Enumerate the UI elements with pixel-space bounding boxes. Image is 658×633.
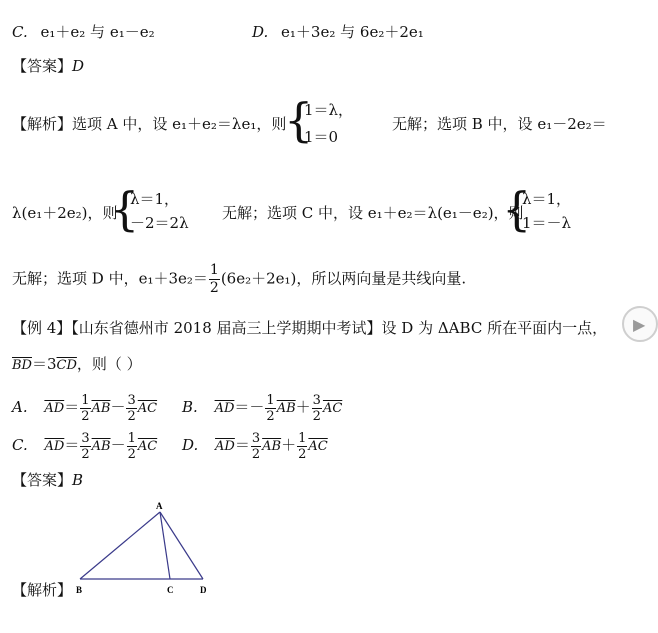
- analysis-part-5a: 无解；选项 D 中，e₁＋3e₂＝: [12, 269, 208, 288]
- side-ab: [80, 512, 160, 579]
- vertex-c-label: C: [167, 585, 174, 595]
- example-4-heading: 【例 4】【山东省德州市 2018 届高三上学期期中考试】设 D 为 ΔABC 所在平面内一点，: [12, 319, 608, 337]
- vector-ad: $\overline{AD}$: [44, 439, 65, 454]
- vector-bd: $\overline{BD}$: [12, 358, 32, 373]
- operator: ＋: [281, 436, 297, 454]
- answer-label: 【答案】: [12, 471, 73, 489]
- play-button[interactable]: [622, 306, 658, 342]
- system-1-row-1: 1＝λ，: [304, 101, 354, 119]
- analysis-part-2: 无解；选项 B 中，设 e₁－2e₂＝: [392, 115, 607, 133]
- system-3-row-2: 1＝－λ: [522, 214, 572, 232]
- condition-tail: ，则（ ）: [76, 355, 142, 373]
- system-2-brace: {: [110, 182, 140, 236]
- fraction: $\frac{1}{2}$: [81, 392, 90, 424]
- condition-equals: ＝3: [31, 355, 57, 373]
- vector-ac: $\overline{AC}$: [308, 439, 328, 454]
- answer-value: B: [72, 471, 84, 489]
- system-3-row-1: λ＝1，: [522, 190, 572, 208]
- option-d-label: D.: [182, 436, 199, 454]
- vector-ab: $\overline{AB}$: [276, 401, 296, 416]
- analysis-line-3: [12, 262, 466, 297]
- vertex-b-label: B: [76, 585, 83, 595]
- operator: －: [110, 398, 126, 416]
- vector-ab: $\overline{AB}$: [91, 401, 111, 416]
- option-b-label: B.: [182, 398, 198, 416]
- side-ac: [160, 512, 170, 579]
- analysis-part-5b: (6e₂＋2e₁)，所以两向量是共线向量.: [220, 269, 467, 288]
- option-b: [182, 390, 342, 426]
- vector-ab: $\overline{AB}$: [262, 439, 282, 454]
- fraction: $\frac{1}{2}$: [266, 392, 275, 424]
- analysis-part-1: 选项 A 中，设 e₁＋e₂＝λe₁，则: [72, 115, 287, 133]
- option-c-expression: e₁＋e₂ 与 e₁－e₂: [40, 23, 155, 41]
- fraction: $\frac{3}{2}$: [81, 430, 90, 462]
- vector-ac: $\overline{AC}$: [137, 439, 158, 454]
- vector-ad: $\overline{AD}$: [44, 401, 65, 416]
- fraction-half: $\frac{1}{2}$: [209, 262, 219, 296]
- system-3-brace: {: [502, 182, 532, 236]
- vector-ad: $\overline{AD}$: [214, 401, 235, 416]
- operator: ＝: [234, 436, 250, 454]
- system-1-row-2: 1＝0: [304, 128, 339, 146]
- operator: ＝: [64, 436, 80, 454]
- operator: ＝: [64, 398, 80, 416]
- system-2-row-1: λ＝1，: [130, 190, 180, 208]
- option-d-prev: [252, 22, 424, 42]
- analysis-label: 【解析】: [12, 115, 73, 133]
- answer-value: D: [72, 57, 85, 75]
- vertex-d-label: D: [200, 585, 207, 595]
- option-c-label: C.: [12, 436, 28, 454]
- analysis-part-4: 无解；选项 C 中，设 e₁＋e₂＝λ(e₁－e₂)，则: [222, 204, 524, 222]
- answer-label: 【答案】: [12, 57, 73, 75]
- option-a: [12, 390, 157, 426]
- system-1-brace: {: [284, 93, 314, 147]
- vector-ac: $\overline{AC}$: [322, 401, 343, 416]
- vector-ac: $\overline{AC}$: [137, 401, 158, 416]
- analysis-1-line-1: [12, 114, 286, 134]
- fraction: $\frac{1}{2}$: [127, 430, 136, 462]
- option-d-label: D.: [252, 23, 269, 41]
- fraction: $\frac{3}{2}$: [251, 430, 261, 462]
- fraction: $\frac{3}{2}$: [312, 392, 321, 424]
- option-d-expression: e₁＋3e₂ 与 6e₂＋2e₁: [281, 23, 424, 41]
- fraction: $\frac{1}{2}$: [298, 430, 307, 462]
- system-2-row-2: －2＝2λ: [130, 214, 189, 232]
- option-c-prev: [12, 22, 155, 42]
- vertex-a-label: A: [156, 501, 163, 511]
- side-ad: [160, 512, 203, 579]
- analysis-2: 【解析】: [12, 581, 73, 599]
- triangle-figure: [60, 498, 230, 603]
- answer-2: [12, 470, 83, 490]
- fraction: $\frac{3}{2}$: [127, 392, 136, 424]
- answer-1: [12, 56, 84, 76]
- operator: －: [110, 436, 126, 454]
- play-icon: ▶: [633, 315, 646, 334]
- operator: ＝－: [234, 398, 265, 416]
- vector-ab: $\overline{AB}$: [91, 439, 111, 454]
- option-c: [12, 428, 157, 464]
- vector-ad: $\overline{AD}$: [215, 439, 235, 454]
- option-a-label: A.: [12, 398, 28, 416]
- example-4-condition: [12, 354, 142, 376]
- operator: ＋: [295, 398, 311, 416]
- option-d: [182, 428, 328, 464]
- vector-cd: $\overline{CD}$: [56, 358, 77, 373]
- analysis-part-3: λ(e₁＋2e₂)，则: [12, 204, 118, 222]
- option-c-label: C.: [12, 23, 28, 41]
